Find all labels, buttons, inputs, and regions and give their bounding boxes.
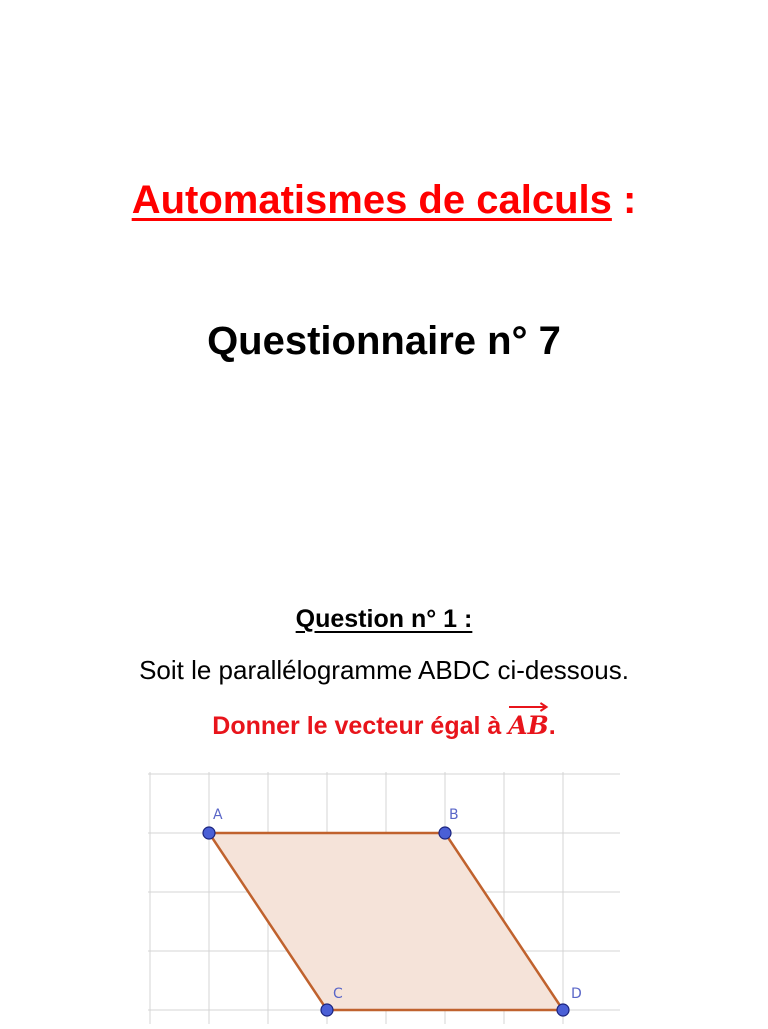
point-a[interactable]	[203, 827, 215, 839]
parallelogram-figure	[148, 772, 620, 1024]
point-label-b: B	[449, 807, 459, 823]
parallelogram-abdc	[209, 833, 563, 1010]
title-suffix: :	[611, 178, 637, 222]
vector-label: AB	[508, 711, 549, 740]
point-b[interactable]	[439, 827, 451, 839]
vector-ab	[508, 708, 549, 744]
point-label-a: A	[213, 807, 223, 823]
point-label-d: D	[571, 986, 582, 1002]
question-heading	[0, 603, 768, 635]
vector-arrow-icon	[508, 702, 549, 712]
instruction-text: Donner le vecteur égal à	[212, 712, 509, 740]
questionnaire-number: Questionnaire n° 7	[207, 319, 561, 363]
point-c[interactable]	[321, 1004, 333, 1016]
document-title	[0, 176, 768, 224]
question-statement: Soit le parallélogramme ABDC ci-dessous.	[139, 655, 629, 685]
question-heading-text: Question n° 1 :	[295, 605, 473, 633]
point-d[interactable]	[557, 1004, 569, 1016]
title-main: Automatismes de calculs	[131, 178, 612, 222]
instruction-suffix: .	[548, 712, 556, 740]
point-label-c: C	[333, 986, 343, 1002]
question-instruction	[0, 708, 768, 744]
geometry-grid	[148, 772, 620, 1024]
